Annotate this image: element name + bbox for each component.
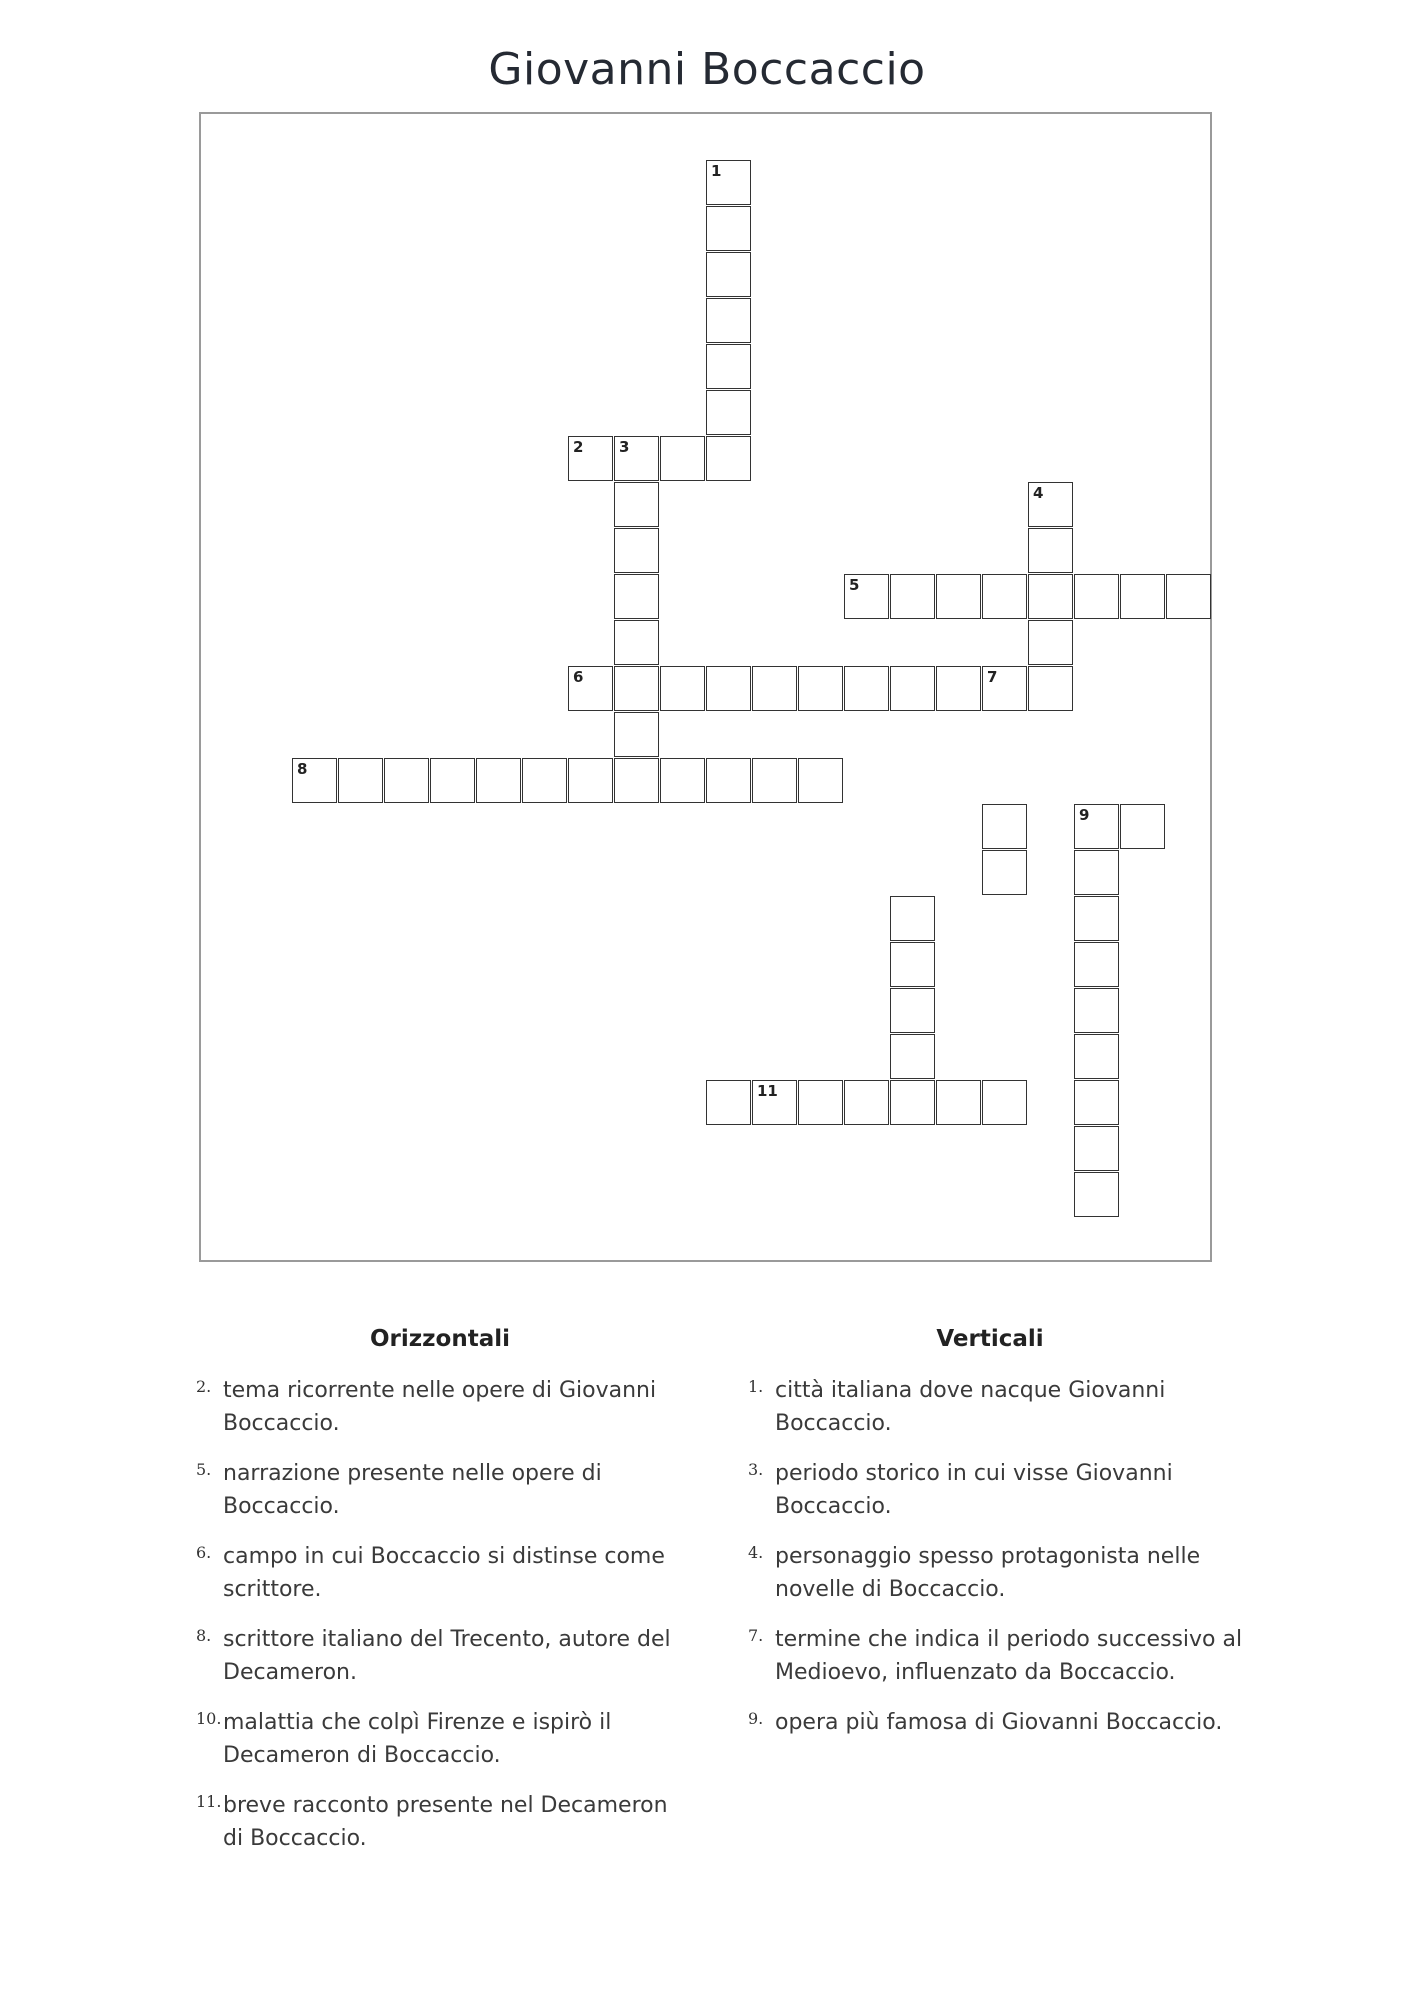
crossword-cell[interactable] — [522, 758, 567, 803]
crossword-cell[interactable] — [706, 436, 751, 481]
crossword-cell[interactable] — [798, 758, 843, 803]
crossword-cell[interactable] — [660, 436, 705, 481]
crossword-cell[interactable] — [338, 758, 383, 803]
crossword-cell[interactable] — [1120, 574, 1165, 619]
clue-number: 9 — [1079, 806, 1090, 824]
clue-text-line1: tema ricorrente nelle opere di Giovanni — [223, 1378, 657, 1403]
clue-index: 10. — [196, 1709, 222, 1728]
crossword-cell[interactable] — [982, 804, 1027, 849]
crossword-cell[interactable] — [706, 1080, 751, 1125]
down-clue — [748, 1623, 1268, 1689]
crossword-cell[interactable] — [1074, 804, 1119, 849]
clue-text-line2: Decameron di Boccaccio. — [223, 1743, 501, 1768]
across-clue — [196, 1623, 716, 1689]
crossword-cell[interactable] — [890, 988, 935, 1033]
crossword-cell[interactable] — [614, 436, 659, 481]
clue-text-line2: Boccaccio. — [223, 1411, 340, 1436]
crossword-cell[interactable] — [706, 160, 751, 205]
crossword-cell[interactable] — [1074, 988, 1119, 1033]
crossword-cell[interactable] — [430, 758, 475, 803]
crossword-cell[interactable] — [1028, 620, 1073, 665]
across-clue — [196, 1374, 716, 1440]
crossword-cell[interactable] — [752, 1080, 797, 1125]
clue-text-line1: malattia che colpì Firenze e ispirò il — [223, 1710, 612, 1735]
clue-text-line2: Medioevo, influenzato da Boccaccio. — [775, 1660, 1176, 1685]
crossword-cell[interactable] — [936, 574, 981, 619]
clue-text-line2: novelle di Boccaccio. — [775, 1577, 1006, 1602]
crossword-cell[interactable] — [1074, 850, 1119, 895]
clue-text-line1: opera più famosa di Giovanni Boccaccio. — [775, 1710, 1223, 1735]
clue-text-line1: narrazione presente nelle opere di — [223, 1461, 602, 1486]
down-clue — [748, 1457, 1268, 1523]
crossword-cell[interactable] — [890, 574, 935, 619]
crossword-cell[interactable] — [614, 482, 659, 527]
crossword-cell[interactable] — [844, 666, 889, 711]
clue-number: 5 — [849, 576, 860, 594]
clue-text-line2: scrittore. — [223, 1577, 322, 1602]
clue-number: 8 — [297, 760, 308, 778]
across-clue — [196, 1706, 716, 1772]
across-clue — [196, 1540, 716, 1606]
clue-index: 4. — [748, 1543, 764, 1562]
crossword-cell[interactable] — [1120, 804, 1165, 849]
clue-index: 9. — [748, 1709, 764, 1728]
crossword-cell[interactable] — [1074, 1034, 1119, 1079]
clue-text-line1: campo in cui Boccaccio si distinse come — [223, 1544, 665, 1569]
crossword-cell[interactable] — [614, 666, 659, 711]
clue-text-line1: scrittore italiano del Trecento, autore del — [223, 1627, 671, 1652]
crossword-cell[interactable] — [706, 758, 751, 803]
crossword-cell[interactable] — [936, 1080, 981, 1125]
clue-text-line2: Decameron. — [223, 1660, 357, 1685]
crossword-cell[interactable] — [1028, 666, 1073, 711]
clue-index: 6. — [196, 1543, 212, 1562]
clue-number: 1 — [711, 162, 722, 180]
crossword-cell[interactable] — [660, 758, 705, 803]
clue-number: 2 — [573, 438, 584, 456]
clue-text-line2: Boccaccio. — [223, 1494, 340, 1519]
crossword-cell[interactable] — [1074, 574, 1119, 619]
clue-text-line2: Boccaccio. — [775, 1411, 892, 1436]
crossword-cell[interactable] — [660, 666, 705, 711]
crossword-cell[interactable] — [982, 666, 1027, 711]
crossword-cell[interactable] — [1074, 896, 1119, 941]
crossword-cell[interactable] — [568, 436, 613, 481]
across-heading: Orizzontali — [369, 1326, 510, 1352]
clue-text-line1: breve racconto presente nel Decameron — [223, 1793, 668, 1818]
clue-index: 7. — [748, 1626, 764, 1645]
down-heading: Verticali — [936, 1326, 1044, 1352]
clue-text-line1: città italiana dove nacque Giovanni — [775, 1378, 1166, 1403]
crossword-cell[interactable] — [706, 390, 751, 435]
crossword-cell[interactable] — [798, 1080, 843, 1125]
crossword-cell[interactable] — [1074, 1080, 1119, 1125]
crossword-cell[interactable] — [1028, 482, 1073, 527]
crossword-cell[interactable] — [706, 252, 751, 297]
crossword-cell[interactable] — [982, 1080, 1027, 1125]
crossword-cell[interactable] — [568, 666, 613, 711]
clue-number: 6 — [573, 668, 584, 686]
clue-text-line1: personaggio spesso protagonista nelle — [775, 1544, 1201, 1569]
clue-index: 1. — [748, 1377, 764, 1396]
across-clue — [196, 1457, 716, 1523]
clue-text-line2: Boccaccio. — [775, 1494, 892, 1519]
crossword-cell[interactable] — [292, 758, 337, 803]
crossword-cell[interactable] — [890, 666, 935, 711]
crossword-cell[interactable] — [706, 344, 751, 389]
crossword-cell[interactable] — [936, 666, 981, 711]
clue-number: 7 — [987, 668, 998, 686]
crossword-cell[interactable] — [890, 1034, 935, 1079]
crossword-cell[interactable] — [798, 666, 843, 711]
crossword-cell[interactable] — [1074, 1172, 1119, 1217]
crossword-cell[interactable] — [568, 758, 613, 803]
crossword-cell[interactable] — [752, 666, 797, 711]
crossword-cell[interactable] — [384, 758, 429, 803]
crossword-cell[interactable] — [1074, 1126, 1119, 1171]
crossword-cell[interactable] — [1028, 574, 1073, 619]
crossword-cell[interactable] — [1166, 574, 1211, 619]
crossword-cell[interactable] — [982, 850, 1027, 895]
down-clue — [748, 1540, 1268, 1606]
crossword-cell[interactable] — [476, 758, 521, 803]
crossword-cell[interactable] — [614, 528, 659, 573]
down-clue — [748, 1374, 1268, 1440]
crossword-cell[interactable] — [614, 712, 659, 757]
clue-text-line2: di Boccaccio. — [223, 1826, 367, 1851]
crossword-cell[interactable] — [614, 574, 659, 619]
clue-index: 2. — [196, 1377, 212, 1396]
crossword-cell[interactable] — [1074, 942, 1119, 987]
clue-number: 3 — [619, 438, 630, 456]
down-clue — [748, 1706, 1268, 1739]
clue-index: 11. — [196, 1792, 222, 1811]
clue-index: 5. — [196, 1460, 212, 1479]
page-title: Giovanni Boccaccio — [488, 44, 926, 95]
crossword-cell[interactable] — [844, 574, 889, 619]
across-clue — [196, 1789, 716, 1855]
crossword-cell[interactable] — [1028, 528, 1073, 573]
clue-text-line1: periodo storico in cui visse Giovanni — [775, 1461, 1173, 1486]
crossword-cell[interactable] — [982, 574, 1027, 619]
crossword-cell[interactable] — [890, 896, 935, 941]
crossword-cell[interactable] — [844, 1080, 889, 1125]
clue-text-line1: termine che indica il periodo successivo al — [775, 1627, 1243, 1652]
crossword-cell[interactable] — [706, 666, 751, 711]
crossword-cell[interactable] — [890, 1080, 935, 1125]
crossword-cell[interactable] — [890, 942, 935, 987]
crossword-cell[interactable] — [752, 758, 797, 803]
crossword-cell[interactable] — [614, 620, 659, 665]
clue-index: 8. — [196, 1626, 212, 1645]
crossword-cell[interactable] — [614, 758, 659, 803]
crossword-cell[interactable] — [706, 298, 751, 343]
clue-number: 11 — [757, 1082, 778, 1100]
clue-index: 3. — [748, 1460, 764, 1479]
clue-number: 4 — [1033, 484, 1044, 502]
crossword-cell[interactable] — [706, 206, 751, 251]
